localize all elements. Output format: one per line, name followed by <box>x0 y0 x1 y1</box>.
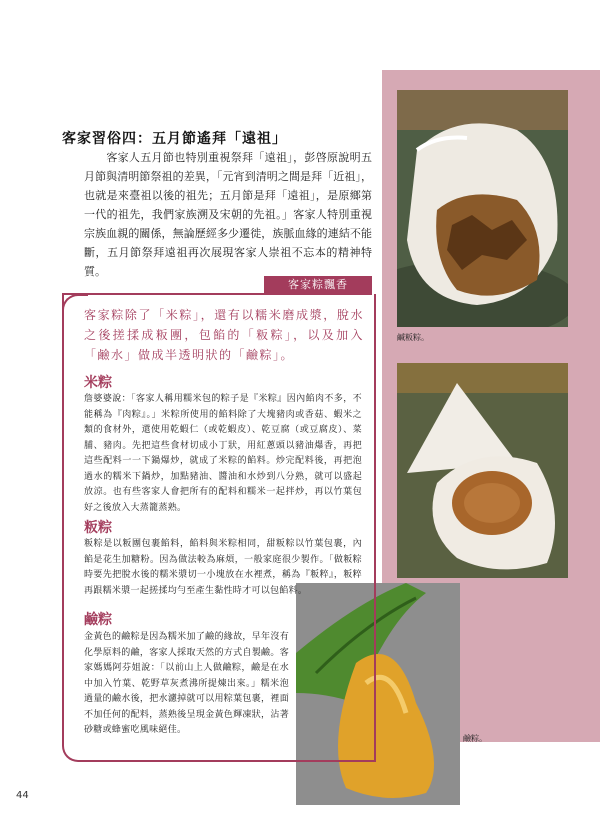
alkaline-zongzi-heading: 鹼粽 <box>84 612 112 628</box>
sweet-ban-zongzi-photo <box>397 363 568 578</box>
intro-text: 客家人五月節也特別重視祭拜「遠祖」，彭啓原說明五月節與清明節祭祖的差異，「元宵到清明之間是拜「近祖」，也就是來臺祖以後的祖先；五月節是拜「遠祖」，是原鄉第一代的祖先，我們家族溯及宋朝的先祖。」客家人特別重視宗族血親的關係，無論歷經多少遷徙，族脈血緣的連結不能斷，五月節祭拜遠祖再次展現客家人崇祖不忘本的精神特質。 <box>84 151 372 278</box>
rice-zongzi-heading: 米粽 <box>84 375 112 391</box>
page-number: 44 <box>16 790 29 801</box>
section-title: 客家習俗四：五月節遙拜「遠祖」 <box>62 131 287 147</box>
salty-ban-zongzi-caption: 鹹粄粽。 <box>397 333 429 342</box>
ban-zongzi-text: 粄粽是以粄團包裹餡料，餡料與米粽相同，甜粄粽以竹葉包裹，內餡是花生加糖粉。因為做法較為麻煩，一般家庭很少製作。「做粄粽時要先把脫水後的糯米漿切一小塊放在水裡煮，稱為『粄粹』，粄粹再跟糯米漿一起搓揉均勻至產生黏性時才可以包餡料。 <box>84 539 362 596</box>
section-tab: 客家粽飄香 <box>264 276 372 294</box>
lead-paragraph: 客家粽除了「米粽」，還有以糯米磨成漿，脫水之後搓揉成粄團，包餡的「粄粽」，以及加入「鹼水」做成半透明狀的「鹼粽」。 <box>84 308 364 362</box>
ban-zongzi-heading: 粄粽 <box>84 520 112 536</box>
intro-paragraph <box>84 148 372 281</box>
salty-ban-zongzi-photo <box>397 90 568 327</box>
rice-zongzi-text: 詹婆婆說：「客家人稱用糯米包的粽子是『米粽』因內餡肉不多，不能稱為『肉粽』。」米粽所使用的餡料除了大塊豬肉或香菇、蝦米之類的食材外，還使用乾蝦仁（或乾蝦皮）、乾豆腐（或豆腐皮）、菜脯、豬肉。先把這些食材切成小丁狀，用紅蔥頭以豬油爆香，再把這些配料一一下鍋爆炒，就成了米粽的餡料。炒完配料後，再把泡過水的糯米下鍋炒，加點豬油、醬油和水炒到八分熟，就可以盛起放涼。也有些客家人會把所有的配料和糯米一起拌炒，再以竹葉包好之後放入大蒸籠蒸熟。 <box>84 394 362 513</box>
alkaline-zongzi-text: 金黃色的鹼粽是因為糯米加了鹼的緣故，早年沒有化學原料的鹼，客家人採取天然的方式自製鹼。客家媽媽阿芬姐說：「以前山上人做鹼粽，鹼是在水中加入竹葉、乾野草灰煮沸所提煉出來。」糯米泡過量的鹼水後，把水濾掉就可以用粽葉包裹，裡面不加任何的配料，蒸熟後呈現金黃色輝凍狀，沾著砂糖或蜂蜜吃風味絕佳。 <box>84 632 289 735</box>
alkaline-zongzi-caption: 鹼粽。 <box>463 734 487 743</box>
